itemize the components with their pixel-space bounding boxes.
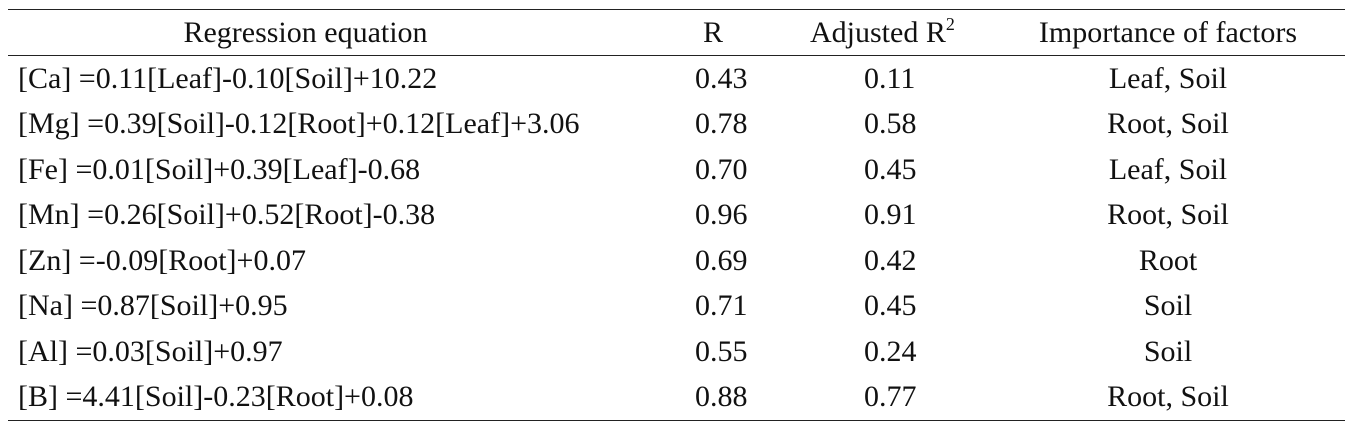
cell-equation: [Al] =0.03[Soil]+0.97 <box>18 334 283 368</box>
regression-table <box>8 9 1345 421</box>
cell-r: 0.70 <box>695 152 748 186</box>
table-row <box>8 375 1345 421</box>
cell-importance: Leaf, Soil <box>1108 152 1228 186</box>
cell-equation: [Ca] =0.11[Leaf]-0.10[Soil]+10.22 <box>18 61 438 95</box>
cell-r: 0.71 <box>695 289 748 323</box>
header-importance-of-factors: Importance of factors <box>1038 15 1298 49</box>
header-adjusted-r2 <box>791 10 991 56</box>
cell-adjusted-r2: 0.58 <box>864 107 917 141</box>
header-adjusted-r2-superscript: 2 <box>945 13 955 34</box>
cell-importance: Leaf, Soil <box>1108 61 1228 95</box>
cell-equation: [Mn] =0.26[Soil]+0.52[Root]-0.38 <box>18 198 436 232</box>
cell-r: 0.78 <box>695 107 748 141</box>
header-row <box>8 10 1345 56</box>
table-header <box>8 10 1345 56</box>
cell-importance: Root, Soil <box>1107 198 1229 232</box>
cell-r: 0.55 <box>695 334 748 368</box>
cell-importance: Root, Soil <box>1107 380 1229 414</box>
table-row <box>8 193 1345 239</box>
cell-importance: Root <box>1138 243 1198 277</box>
cell-equation: [B] =4.41[Soil]-0.23[Root]+0.08 <box>18 380 414 414</box>
table-row <box>8 147 1345 193</box>
cell-equation: [Na] =0.87[Soil]+0.95 <box>18 289 288 323</box>
cell-adjusted-r2: 0.91 <box>864 198 917 232</box>
table-body <box>8 56 1345 421</box>
cell-equation: [Mg] =0.39[Soil]-0.12[Root]+0.12[Leaf]+3.06 <box>18 107 580 141</box>
cell-equation: [Zn] =-0.09[Root]+0.07 <box>18 243 306 277</box>
cell-adjusted-r2: 0.11 <box>864 61 916 95</box>
cell-adjusted-r2: 0.77 <box>864 380 917 414</box>
header-regression-equation: Regression equation <box>183 15 428 49</box>
cell-adjusted-r2: 0.45 <box>864 289 917 323</box>
regression-table-container <box>8 9 1345 421</box>
cell-importance: Soil <box>1143 334 1193 368</box>
header-r: R <box>703 15 724 49</box>
cell-equation: [Fe] =0.01[Soil]+0.39[Leaf]-0.68 <box>18 152 421 186</box>
cell-r: 0.96 <box>695 198 748 232</box>
header-adjusted-r2-base: Adjusted R <box>810 15 946 49</box>
cell-adjusted-r2: 0.24 <box>864 334 917 368</box>
cell-adjusted-r2: 0.45 <box>864 152 917 186</box>
table-row <box>8 238 1345 284</box>
table-row <box>8 284 1345 330</box>
cell-r: 0.43 <box>695 61 748 95</box>
cell-importance: Root, Soil <box>1107 107 1229 141</box>
cell-r: 0.88 <box>695 380 748 414</box>
cell-r: 0.69 <box>695 243 748 277</box>
table-row <box>8 102 1345 148</box>
cell-adjusted-r2: 0.42 <box>864 243 917 277</box>
table-row <box>8 56 1345 102</box>
cell-importance: Soil <box>1143 289 1193 323</box>
table-row <box>8 329 1345 375</box>
